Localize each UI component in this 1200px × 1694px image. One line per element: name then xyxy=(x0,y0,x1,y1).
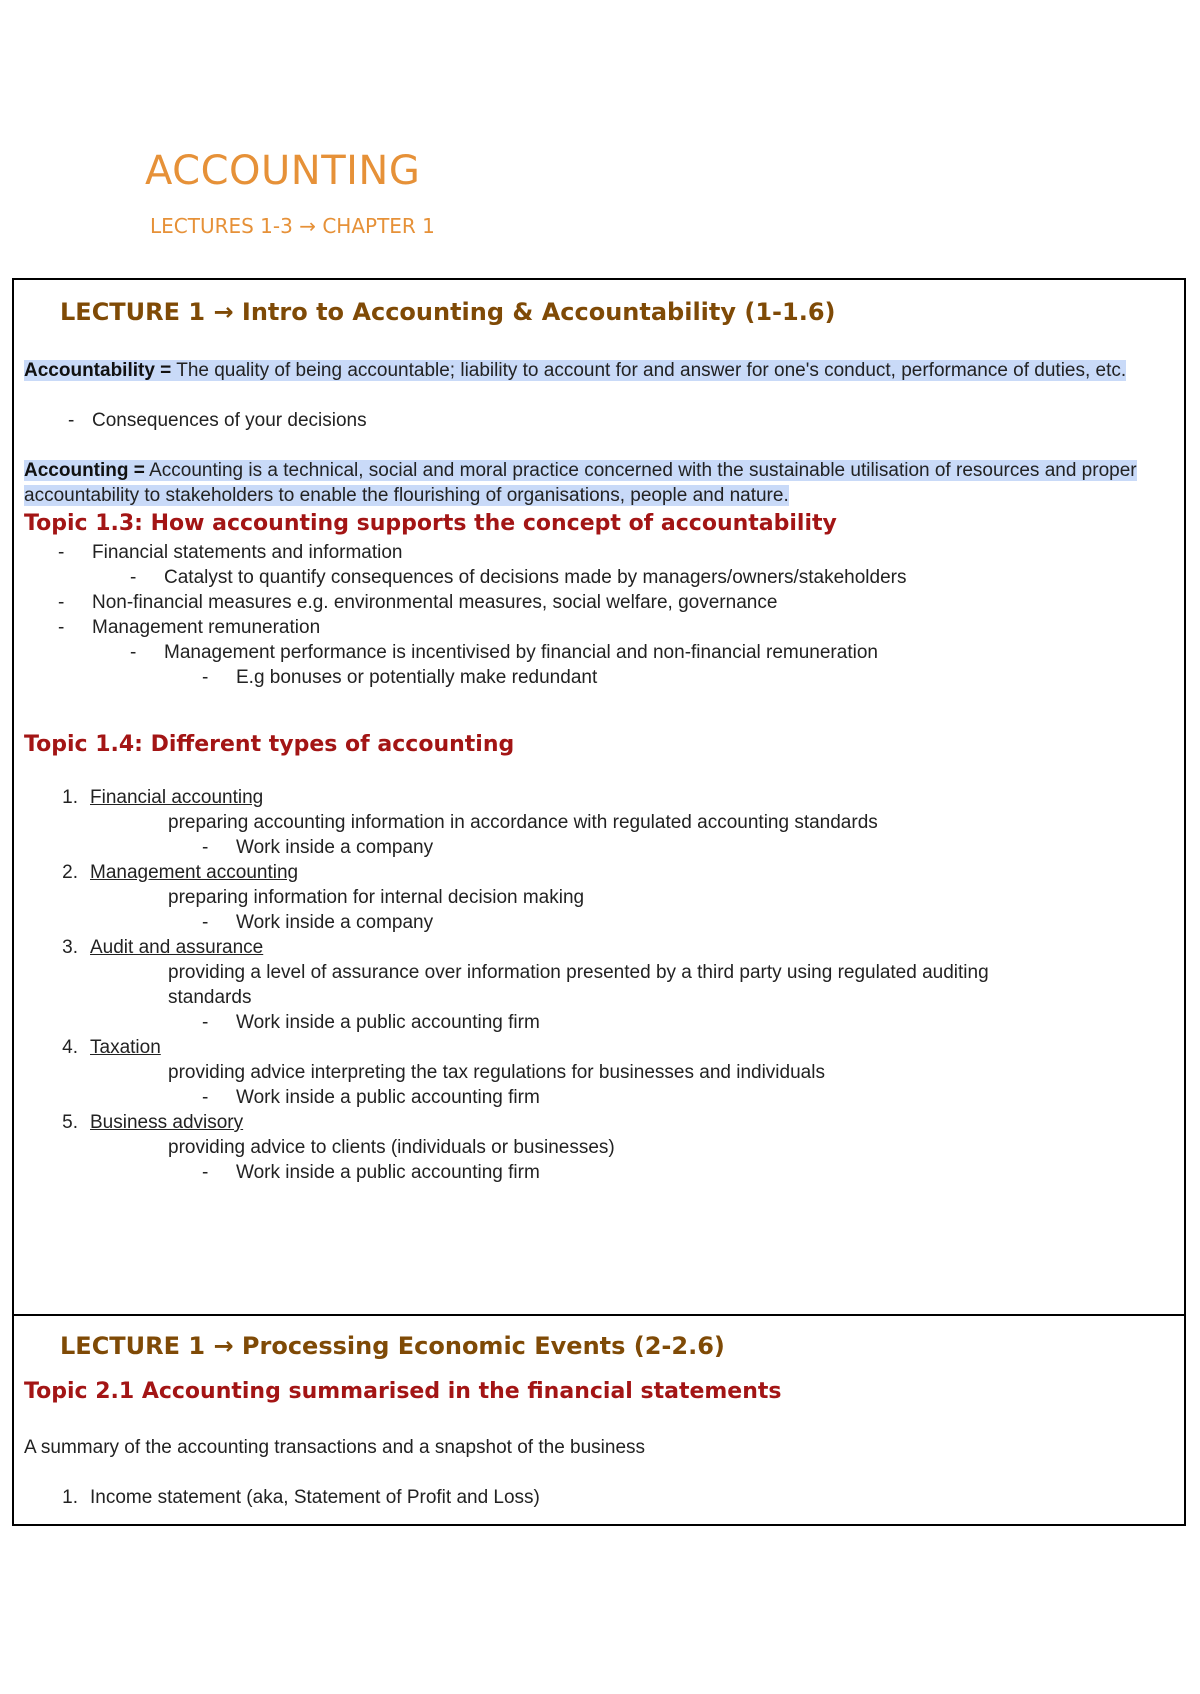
accounting-text: Accounting is a technical, social and moral practice concerned with the sustainable utilisation of resources and proper accountability to stakeholders to enable the flourishing of organisations, people and nature. xyxy=(24,460,1137,506)
list-item: 3. Audit and assurance xyxy=(62,937,264,958)
list-item: - Non-financial measures e.g. environmental measures, social welfare, governance xyxy=(58,592,778,613)
accountability-term: Accountability = xyxy=(24,360,172,381)
list-item: - Work inside a public accounting firm xyxy=(202,1162,540,1183)
accountability-text: The quality of being accountable; liability to account for and answer for one's conduct, performance of duties, etc. xyxy=(171,360,1127,381)
lecture-1-section xyxy=(12,278,1186,1316)
list-item: 4. Taxation xyxy=(62,1037,161,1058)
lecture-1-processing-section xyxy=(12,1314,1186,1526)
list-item: - Management performance is incentivised by financial and non-financial remuneration xyxy=(130,642,878,663)
type-description: providing advice to clients (individuals or businesses) xyxy=(168,1137,615,1158)
accountability-definition xyxy=(24,358,1174,383)
type-name: Audit and assurance xyxy=(90,937,264,958)
accounting-definition xyxy=(24,458,1174,508)
document-subtitle: LECTURES 1-3 → CHAPTER 1 xyxy=(150,214,435,238)
type-description: providing advice interpreting the tax regulations for businesses and individuals xyxy=(168,1062,825,1083)
type-description: providing a level of assurance over information presented by a third party using regulated auditing xyxy=(168,962,989,983)
list-item: - Consequences of your decisions xyxy=(68,410,367,431)
type-name: Management accounting xyxy=(90,862,299,883)
list-item: - Work inside a public accounting firm xyxy=(202,1087,540,1108)
topic-1-3-heading: Topic 1.3: How accounting supports the concept of accountability xyxy=(24,511,837,536)
type-name: Business advisory xyxy=(90,1112,244,1133)
list-item: - Work inside a public accounting firm xyxy=(202,1012,540,1033)
lecture-heading: LECTURE 1 → Processing Economic Events (2-2.6) xyxy=(60,1332,725,1360)
type-description: preparing information for internal decision making xyxy=(168,887,585,908)
lecture-heading: LECTURE 1 → Intro to Accounting & Accountability (1-1.6) xyxy=(60,298,836,326)
list-item: 2. Management accounting xyxy=(62,862,299,883)
topic-intro: A summary of the accounting transactions and a snapshot of the business xyxy=(24,1437,646,1458)
list-item: - Management remuneration xyxy=(58,617,321,638)
list-item: - Work inside a company xyxy=(202,912,434,933)
type-description: preparing accounting information in accordance with regulated accounting standards xyxy=(168,812,878,833)
list-item: - Financial statements and information xyxy=(58,542,403,563)
topic-2-1-heading: Topic 2.1 Accounting summarised in the financial statements xyxy=(24,1379,782,1404)
topic-1-4-heading: Topic 1.4: Different types of accounting xyxy=(24,732,515,757)
accounting-term: Accounting = xyxy=(24,460,145,481)
list-item: 5. Business advisory xyxy=(62,1112,244,1133)
type-name: Taxation xyxy=(90,1037,161,1058)
document-title: ACCOUNTING xyxy=(145,148,421,194)
list-item: 1. Financial accounting xyxy=(62,787,264,808)
list-item: 1. Income statement (aka, Statement of Profit and Loss) xyxy=(62,1487,540,1508)
type-description-continued: standards xyxy=(168,987,252,1008)
type-name: Financial accounting xyxy=(90,787,264,808)
list-item: - Catalyst to quantify consequences of decisions made by managers/owners/stakeholders xyxy=(130,567,907,588)
list-item: - E.g bonuses or potentially make redundant xyxy=(202,667,598,688)
list-item: - Work inside a company xyxy=(202,837,434,858)
